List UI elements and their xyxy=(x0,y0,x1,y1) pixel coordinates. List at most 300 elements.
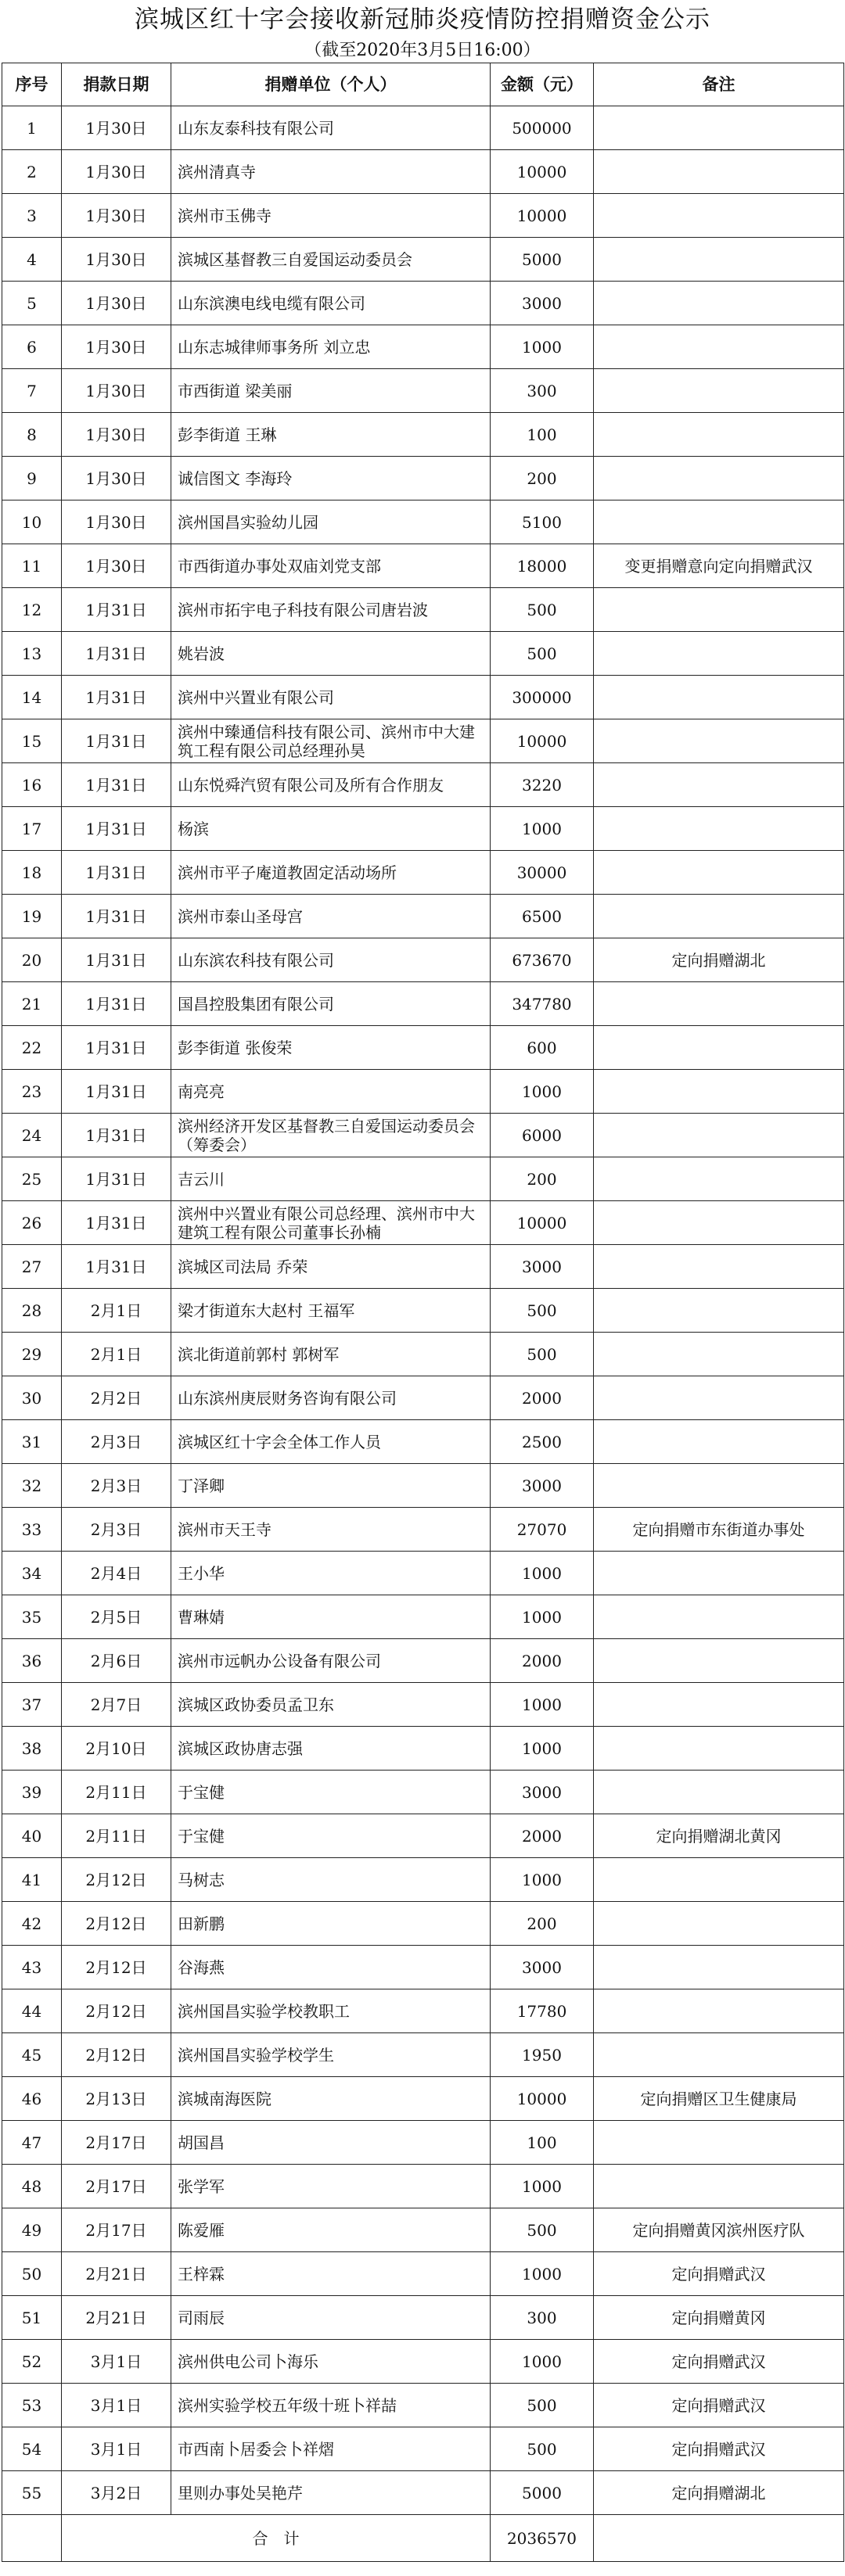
cell-note xyxy=(594,1771,844,1814)
cell-date: 1月31日 xyxy=(62,1201,171,1245)
cell-note xyxy=(594,238,844,282)
cell-amount: 500 xyxy=(491,588,594,632)
table-row xyxy=(2,588,844,632)
cell-amount: 500 xyxy=(491,1289,594,1333)
cell-date: 1月30日 xyxy=(62,500,171,544)
cell-no: 19 xyxy=(2,895,62,938)
cell-note xyxy=(594,1639,844,1683)
cell-date: 3月1日 xyxy=(62,2427,171,2471)
cell-date: 2月17日 xyxy=(62,2121,171,2165)
cell-no: 9 xyxy=(2,457,62,500)
cell-amount: 2000 xyxy=(491,1814,594,1858)
table-row xyxy=(2,150,844,194)
cell-date: 2月11日 xyxy=(62,1771,171,1814)
cell-date: 1月31日 xyxy=(62,1245,171,1289)
cell-no: 3 xyxy=(2,194,62,238)
cell-amount: 18000 xyxy=(491,544,594,588)
cell-amount: 2500 xyxy=(491,1420,594,1464)
cell-donor: 司雨辰 xyxy=(171,2296,491,2340)
cell-no: 27 xyxy=(2,1245,62,1289)
cell-donor: 马树志 xyxy=(171,1858,491,1902)
cell-note xyxy=(594,457,844,500)
cell-date: 1月30日 xyxy=(62,106,171,150)
cell-date: 2月6日 xyxy=(62,1639,171,1683)
cell-no: 23 xyxy=(2,1070,62,1114)
cell-amount: 1000 xyxy=(491,1552,594,1595)
total-row xyxy=(2,2515,844,2562)
cell-amount: 500 xyxy=(491,1333,594,1376)
cell-donor: 梁才街道东大赵村 王福军 xyxy=(171,1289,491,1333)
cell-amount: 1000 xyxy=(491,2340,594,2384)
cell-no: 50 xyxy=(2,2252,62,2296)
table-row xyxy=(2,282,844,325)
cell-date: 2月12日 xyxy=(62,2033,171,2077)
cell-amount: 30000 xyxy=(491,851,594,895)
table-row xyxy=(2,1070,844,1114)
cell-note xyxy=(594,1026,844,1070)
header-amount: 金额（元） xyxy=(491,63,594,106)
cell-no: 25 xyxy=(2,1157,62,1201)
cell-no: 30 xyxy=(2,1376,62,1420)
cell-date: 1月31日 xyxy=(62,1114,171,1157)
cell-amount: 1000 xyxy=(491,1858,594,1902)
cell-date: 1月31日 xyxy=(62,982,171,1026)
cell-no: 52 xyxy=(2,2340,62,2384)
cell-donor: 胡国昌 xyxy=(171,2121,491,2165)
cell-amount: 600 xyxy=(491,1026,594,1070)
cell-amount: 5000 xyxy=(491,2471,594,2515)
cell-donor: 丁泽卿 xyxy=(171,1464,491,1508)
cell-amount: 300000 xyxy=(491,676,594,719)
cell-donor: 姚岩波 xyxy=(171,632,491,676)
cell-amount: 500 xyxy=(491,632,594,676)
cell-note xyxy=(594,194,844,238)
donation-table xyxy=(2,63,844,2562)
cell-donor: 于宝健 xyxy=(171,1771,491,1814)
cell-donor: 市西街道办事处双庙刘党支部 xyxy=(171,544,491,588)
cell-donor: 滨城区基督教三自爱国运动委员会 xyxy=(171,238,491,282)
cell-date: 1月30日 xyxy=(62,457,171,500)
cell-note xyxy=(594,1245,844,1289)
cell-no: 17 xyxy=(2,807,62,851)
cell-amount: 3000 xyxy=(491,1245,594,1289)
cell-no: 32 xyxy=(2,1464,62,1508)
cell-date: 2月10日 xyxy=(62,1727,171,1771)
cell-amount: 1000 xyxy=(491,1727,594,1771)
cell-note xyxy=(594,282,844,325)
cell-date: 2月3日 xyxy=(62,1464,171,1508)
table-row xyxy=(2,1508,844,1552)
cell-amount: 1000 xyxy=(491,1070,594,1114)
cell-no: 37 xyxy=(2,1683,62,1727)
cell-date: 2月21日 xyxy=(62,2296,171,2340)
cell-date: 1月31日 xyxy=(62,763,171,807)
table-row xyxy=(2,1289,844,1333)
cell-note xyxy=(594,895,844,938)
total-amount: 2036570 xyxy=(491,2515,594,2562)
cell-donor: 滨州市远帆办公设备有限公司 xyxy=(171,1639,491,1683)
cell-amount: 17780 xyxy=(491,1989,594,2033)
cell-donor: 滨州市玉佛寺 xyxy=(171,194,491,238)
header-date: 捐款日期 xyxy=(62,63,171,106)
cell-no: 28 xyxy=(2,1289,62,1333)
cell-no: 45 xyxy=(2,2033,62,2077)
cell-amount: 3000 xyxy=(491,282,594,325)
cell-date: 2月17日 xyxy=(62,2165,171,2208)
cell-donor: 吉云川 xyxy=(171,1157,491,1201)
cell-date: 3月2日 xyxy=(62,2471,171,2515)
cell-amount: 1000 xyxy=(491,2252,594,2296)
cell-date: 2月17日 xyxy=(62,2208,171,2252)
table-row xyxy=(2,238,844,282)
cell-amount: 1000 xyxy=(491,807,594,851)
cell-date: 1月31日 xyxy=(62,895,171,938)
table-row xyxy=(2,2165,844,2208)
cell-no: 55 xyxy=(2,2471,62,2515)
cell-no: 34 xyxy=(2,1552,62,1595)
table-row xyxy=(2,2427,844,2471)
cell-amount: 10000 xyxy=(491,1201,594,1245)
cell-note: 定向捐赠湖北 xyxy=(594,938,844,982)
cell-no: 36 xyxy=(2,1639,62,1683)
table-row xyxy=(2,632,844,676)
cell-no: 39 xyxy=(2,1771,62,1814)
cell-donor: 田新鹏 xyxy=(171,1902,491,1946)
cell-note: 定向捐赠湖北 xyxy=(594,2471,844,2515)
cell-no: 51 xyxy=(2,2296,62,2340)
cell-amount: 5000 xyxy=(491,238,594,282)
cell-note xyxy=(594,413,844,457)
cell-amount: 300 xyxy=(491,2296,594,2340)
cell-no: 13 xyxy=(2,632,62,676)
cell-date: 1月31日 xyxy=(62,588,171,632)
cell-date: 1月31日 xyxy=(62,719,171,763)
table-row xyxy=(2,938,844,982)
cell-date: 1月30日 xyxy=(62,194,171,238)
cell-no: 24 xyxy=(2,1114,62,1157)
cell-note: 定向捐赠湖北黄冈 xyxy=(594,1814,844,1858)
cell-amount: 673670 xyxy=(491,938,594,982)
table-row xyxy=(2,807,844,851)
cell-no: 33 xyxy=(2,1508,62,1552)
cell-no: 16 xyxy=(2,763,62,807)
table-row xyxy=(2,413,844,457)
table-row xyxy=(2,1201,844,1245)
table-row xyxy=(2,2077,844,2121)
table-row xyxy=(2,369,844,413)
cell-amount: 1000 xyxy=(491,1683,594,1727)
cell-note xyxy=(594,1858,844,1902)
cell-amount: 2000 xyxy=(491,1376,594,1420)
cell-amount: 1950 xyxy=(491,2033,594,2077)
cell-donor: 滨州中臻通信科技有限公司、滨州市中大建筑工程有限公司总经理孙昊 xyxy=(171,719,491,763)
cell-note xyxy=(594,325,844,369)
cell-amount: 100 xyxy=(491,413,594,457)
cell-note: 定向捐赠武汉 xyxy=(594,2384,844,2427)
cell-donor: 滨州国昌实验学校教职工 xyxy=(171,1989,491,2033)
cell-note xyxy=(594,807,844,851)
cell-amount: 3000 xyxy=(491,1946,594,1989)
cell-no: 47 xyxy=(2,2121,62,2165)
table-row xyxy=(2,106,844,150)
cell-note xyxy=(594,1902,844,1946)
cell-note xyxy=(594,719,844,763)
cell-no: 38 xyxy=(2,1727,62,1771)
cell-donor: 山东滨澳电线电缆有限公司 xyxy=(171,282,491,325)
cell-donor: 滨城区红十字会全体工作人员 xyxy=(171,1420,491,1464)
cell-donor: 滨州经济开发区基督教三自爱国运动委员会（筹委会） xyxy=(171,1114,491,1157)
table-row xyxy=(2,2384,844,2427)
cell-date: 1月31日 xyxy=(62,851,171,895)
table-row xyxy=(2,1026,844,1070)
cell-date: 2月4日 xyxy=(62,1552,171,1595)
cell-note xyxy=(594,1946,844,1989)
cell-note xyxy=(594,1201,844,1245)
cell-donor: 王小华 xyxy=(171,1552,491,1595)
cell-donor: 诚信图文 李海玲 xyxy=(171,457,491,500)
cell-note: 定向捐赠武汉 xyxy=(594,2340,844,2384)
cell-note xyxy=(594,106,844,150)
table-row xyxy=(2,1771,844,1814)
cell-note: 变更捐赠意向定向捐赠武汉 xyxy=(594,544,844,588)
total-label: 合 计 xyxy=(62,2515,491,2562)
page-title: 滨城区红十字会接收新冠肺炎疫情防控捐赠资金公示 xyxy=(135,5,710,34)
cell-note xyxy=(594,369,844,413)
cell-donor: 滨州清真寺 xyxy=(171,150,491,194)
cell-note xyxy=(594,1114,844,1157)
table-row xyxy=(2,544,844,588)
cell-donor: 南亮亮 xyxy=(171,1070,491,1114)
cell-amount: 10000 xyxy=(491,2077,594,2121)
cell-date: 1月30日 xyxy=(62,325,171,369)
cell-date: 1月31日 xyxy=(62,1026,171,1070)
cell-amount: 200 xyxy=(491,1157,594,1201)
cell-note: 定向捐赠市东街道办事处 xyxy=(594,1508,844,1552)
cell-no: 22 xyxy=(2,1026,62,1070)
cell-amount: 5100 xyxy=(491,500,594,544)
table-body xyxy=(2,106,844,2515)
header-donor: 捐赠单位（个人） xyxy=(171,63,491,106)
table-row xyxy=(2,1814,844,1858)
cell-date: 2月1日 xyxy=(62,1289,171,1333)
cell-note: 定向捐赠武汉 xyxy=(594,2252,844,2296)
cell-donor: 滨城区政协唐志强 xyxy=(171,1727,491,1771)
header-note: 备注 xyxy=(594,63,844,106)
cell-no: 8 xyxy=(2,413,62,457)
cell-donor: 滨州市泰山圣母宫 xyxy=(171,895,491,938)
cell-no: 49 xyxy=(2,2208,62,2252)
cell-amount: 200 xyxy=(491,457,594,500)
cell-note xyxy=(594,1683,844,1727)
cell-donor: 市西街道 梁美丽 xyxy=(171,369,491,413)
cell-date: 1月31日 xyxy=(62,1070,171,1114)
table-row xyxy=(2,2340,844,2384)
table-row xyxy=(2,1902,844,1946)
cell-note xyxy=(594,1727,844,1771)
cell-no: 7 xyxy=(2,369,62,413)
cell-donor: 滨城区政协委员孟卫东 xyxy=(171,1683,491,1727)
cell-note xyxy=(594,150,844,194)
cell-donor: 市西南卜居委会卜祥熠 xyxy=(171,2427,491,2471)
cell-no: 15 xyxy=(2,719,62,763)
cell-donor: 里则办事处吴艳芹 xyxy=(171,2471,491,2515)
table-header-row xyxy=(2,63,844,106)
cell-date: 1月30日 xyxy=(62,282,171,325)
cell-note: 定向捐赠武汉 xyxy=(594,2427,844,2471)
table-row xyxy=(2,194,844,238)
cell-no: 48 xyxy=(2,2165,62,2208)
cell-donor: 滨州中兴置业有限公司总经理、滨州市中大建筑工程有限公司董事长孙楠 xyxy=(171,1201,491,1245)
cell-no: 53 xyxy=(2,2384,62,2427)
table-row xyxy=(2,2208,844,2252)
cell-donor: 国昌控股集团有限公司 xyxy=(171,982,491,1026)
cell-donor: 滨州国昌实验学校学生 xyxy=(171,2033,491,2077)
cell-no: 26 xyxy=(2,1201,62,1245)
cell-date: 1月31日 xyxy=(62,676,171,719)
table-row xyxy=(2,1552,844,1595)
cell-donor: 滨北街道前郭村 郭树军 xyxy=(171,1333,491,1376)
cell-no: 41 xyxy=(2,1858,62,1902)
cell-note xyxy=(594,676,844,719)
cell-date: 2月12日 xyxy=(62,1858,171,1902)
cell-date: 2月5日 xyxy=(62,1595,171,1639)
cell-date: 2月3日 xyxy=(62,1420,171,1464)
table-row xyxy=(2,2033,844,2077)
cell-no: 10 xyxy=(2,500,62,544)
cell-amount: 10000 xyxy=(491,194,594,238)
cell-amount: 200 xyxy=(491,1902,594,1946)
cell-donor: 谷海燕 xyxy=(171,1946,491,1989)
cell-amount: 100 xyxy=(491,2121,594,2165)
cell-no: 35 xyxy=(2,1595,62,1639)
cell-amount: 27070 xyxy=(491,1508,594,1552)
table-row xyxy=(2,2121,844,2165)
cell-amount: 500 xyxy=(491,2384,594,2427)
cell-amount: 1000 xyxy=(491,325,594,369)
table-row xyxy=(2,1639,844,1683)
cell-note: 定向捐赠区卫生健康局 xyxy=(594,2077,844,2121)
cell-amount: 500 xyxy=(491,2208,594,2252)
table-row xyxy=(2,895,844,938)
table-row xyxy=(2,1727,844,1771)
cell-amount: 10000 xyxy=(491,719,594,763)
cell-no: 12 xyxy=(2,588,62,632)
cell-note: 定向捐赠黄冈 xyxy=(594,2296,844,2340)
cell-amount: 1000 xyxy=(491,1595,594,1639)
cell-note xyxy=(594,1376,844,1420)
cell-donor: 滨州供电公司卜海乐 xyxy=(171,2340,491,2384)
cell-date: 1月31日 xyxy=(62,632,171,676)
table-row xyxy=(2,1376,844,1420)
table-row xyxy=(2,1595,844,1639)
cell-no: 40 xyxy=(2,1814,62,1858)
cell-donor: 滨州市天王寺 xyxy=(171,1508,491,1552)
cell-amount: 10000 xyxy=(491,150,594,194)
cell-no: 11 xyxy=(2,544,62,588)
cell-donor: 滨州市平子庵道教固定活动场所 xyxy=(171,851,491,895)
cell-donor: 陈爱雁 xyxy=(171,2208,491,2252)
cell-amount: 3000 xyxy=(491,1464,594,1508)
cell-no: 42 xyxy=(2,1902,62,1946)
cell-date: 2月7日 xyxy=(62,1683,171,1727)
cell-donor: 滨州实验学校五年级十班卜祥喆 xyxy=(171,2384,491,2427)
cell-no: 1 xyxy=(2,106,62,150)
cell-no: 14 xyxy=(2,676,62,719)
table-row xyxy=(2,2296,844,2340)
table-row xyxy=(2,1858,844,1902)
cell-donor: 彭李街道 张俊荣 xyxy=(171,1026,491,1070)
cell-amount: 500 xyxy=(491,2427,594,2471)
cell-note xyxy=(594,1289,844,1333)
table-row xyxy=(2,2252,844,2296)
table-row xyxy=(2,719,844,763)
cell-note xyxy=(594,500,844,544)
cell-donor: 于宝健 xyxy=(171,1814,491,1858)
cell-note xyxy=(594,2033,844,2077)
cell-date: 2月12日 xyxy=(62,1902,171,1946)
cell-no: 46 xyxy=(2,2077,62,2121)
cell-date: 2月12日 xyxy=(62,1946,171,1989)
cell-donor: 王梓霖 xyxy=(171,2252,491,2296)
cell-date: 1月31日 xyxy=(62,1157,171,1201)
cell-note xyxy=(594,851,844,895)
cell-note xyxy=(594,1070,844,1114)
cell-amount: 6500 xyxy=(491,895,594,938)
table-row xyxy=(2,1420,844,1464)
cell-donor: 滨城南海医院 xyxy=(171,2077,491,2121)
cell-amount: 1000 xyxy=(491,2165,594,2208)
cell-donor: 山东友泰科技有限公司 xyxy=(171,106,491,150)
header-no: 序号 xyxy=(2,63,62,106)
cell-no: 4 xyxy=(2,238,62,282)
cell-date: 1月30日 xyxy=(62,369,171,413)
table-row xyxy=(2,676,844,719)
cell-date: 2月11日 xyxy=(62,1814,171,1858)
table-row xyxy=(2,1157,844,1201)
cell-donor: 滨州中兴置业有限公司 xyxy=(171,676,491,719)
cell-amount: 3220 xyxy=(491,763,594,807)
total-cell-blank xyxy=(2,2515,62,2562)
cell-donor: 滨州国昌实验幼儿园 xyxy=(171,500,491,544)
table-row xyxy=(2,1464,844,1508)
cell-no: 43 xyxy=(2,1946,62,1989)
cell-date: 2月12日 xyxy=(62,1989,171,2033)
cell-date: 1月30日 xyxy=(62,238,171,282)
table-row xyxy=(2,325,844,369)
table-row xyxy=(2,500,844,544)
table-row xyxy=(2,457,844,500)
cell-note xyxy=(594,1333,844,1376)
cell-note xyxy=(594,632,844,676)
cell-date: 3月1日 xyxy=(62,2340,171,2384)
cell-date: 2月3日 xyxy=(62,1508,171,1552)
cell-date: 2月1日 xyxy=(62,1333,171,1376)
cell-note xyxy=(594,2165,844,2208)
cell-note xyxy=(594,1464,844,1508)
cell-no: 20 xyxy=(2,938,62,982)
cell-note xyxy=(594,588,844,632)
table-row xyxy=(2,1683,844,1727)
cell-donor: 滨州市拓宇电子科技有限公司唐岩波 xyxy=(171,588,491,632)
table-row xyxy=(2,1114,844,1157)
cell-note xyxy=(594,1989,844,2033)
table-row xyxy=(2,2471,844,2515)
total-note-blank xyxy=(594,2515,844,2562)
cell-date: 3月1日 xyxy=(62,2384,171,2427)
cell-no: 6 xyxy=(2,325,62,369)
cell-amount: 347780 xyxy=(491,982,594,1026)
cell-note xyxy=(594,2121,844,2165)
